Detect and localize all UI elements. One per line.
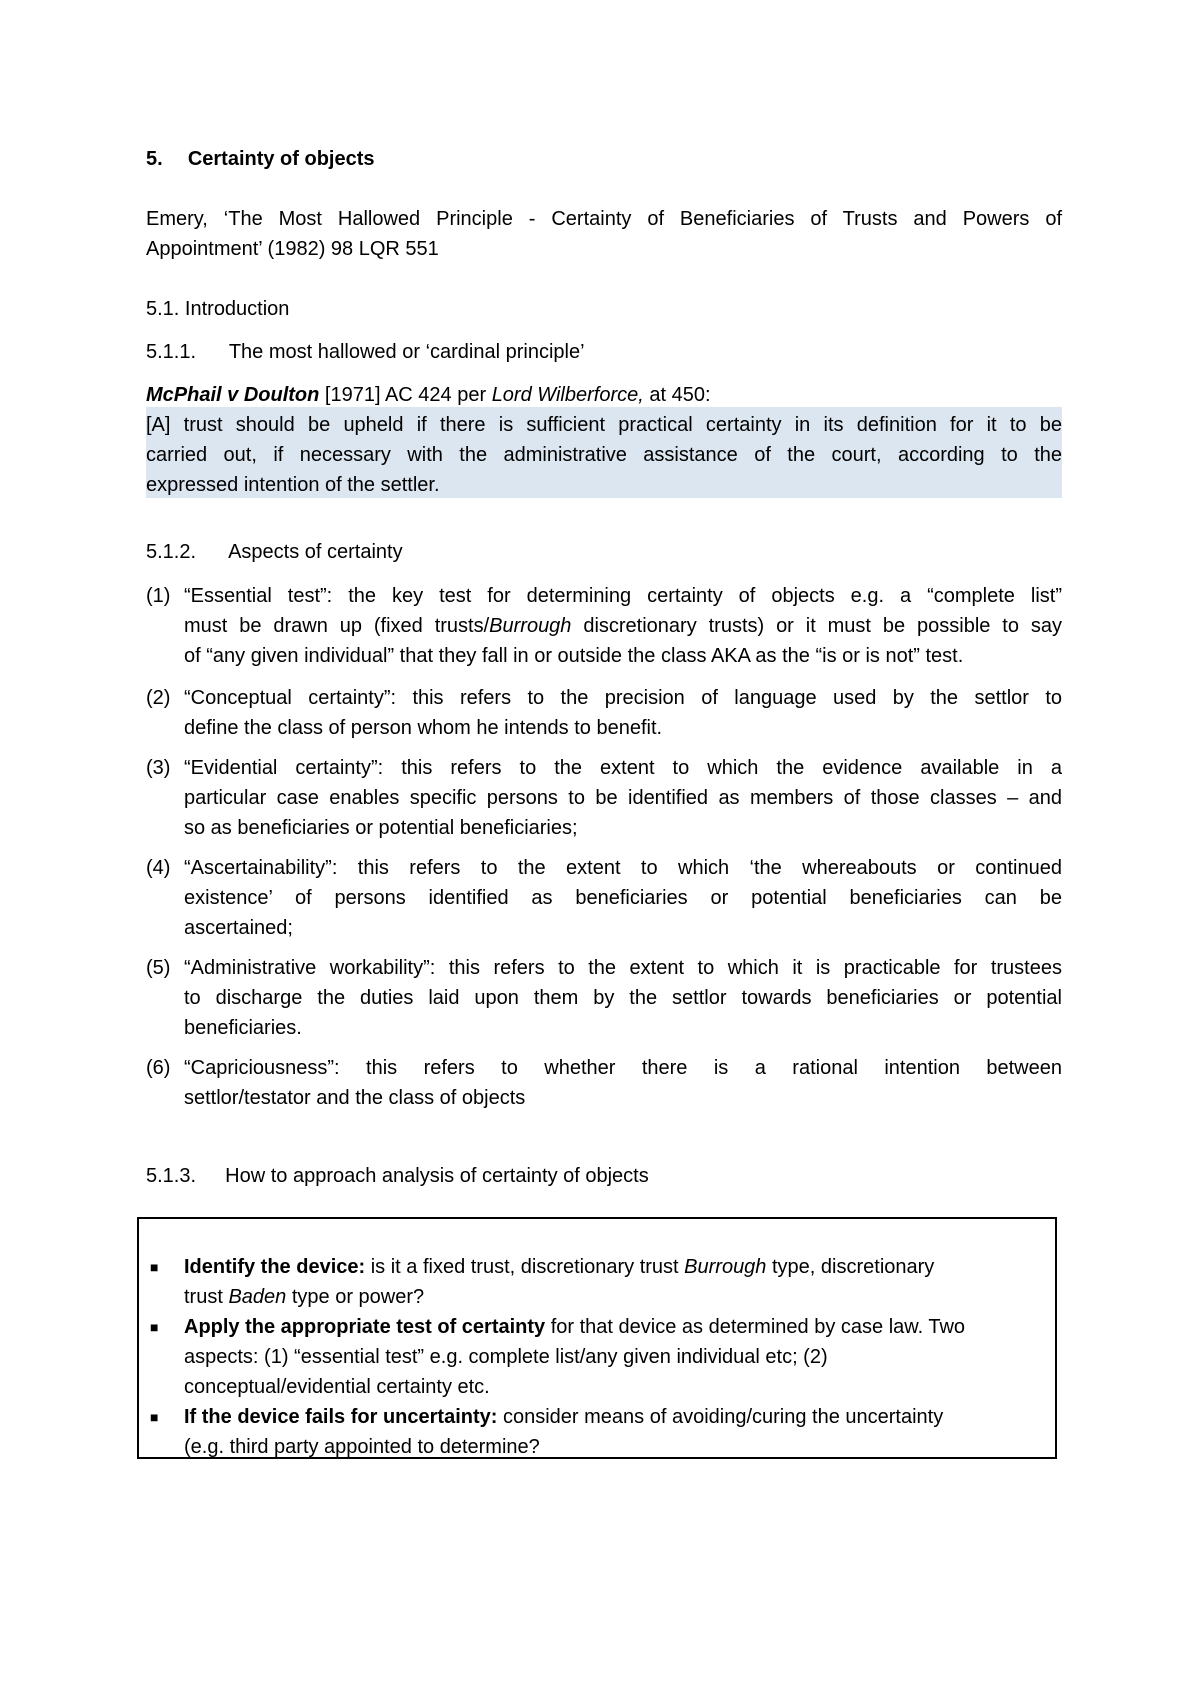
list-item-line: ascertained;: [184, 917, 293, 939]
list-item-line: must be drawn up (fixed trusts/Burrough discretionary trusts) or it must be possible to say: [184, 615, 1062, 637]
list-item: [184, 683, 1062, 743]
list-item: [184, 853, 1062, 943]
list-item-number: (1): [146, 585, 171, 607]
case-name: McPhail v Doulton: [146, 384, 320, 406]
list-item-number: (5): [146, 957, 171, 979]
bullet-line: (e.g. third party appointed to determine?: [184, 1436, 540, 1458]
judge-name: Lord Wilberforce,: [491, 384, 644, 406]
sub-title: Aspects of certainty: [228, 541, 403, 563]
list-item: [184, 1053, 1062, 1113]
sub-title: How to approach analysis of certainty of objects: [225, 1165, 649, 1187]
list-item-number: (6): [146, 1057, 171, 1079]
list-item-line: existence’ of persons identified as beneficiaries or potential beneficiaries can be: [184, 887, 1062, 909]
list-item-number: (2): [146, 687, 171, 709]
list-item: [184, 581, 1062, 671]
list-item-line: “Conceptual certainty”: this refers to the precision of language used by the settlor to: [184, 687, 1062, 709]
square-bullet-icon: ■: [150, 1259, 159, 1275]
citation-line-1: Emery, ‘The Most Hallowed Principle - Certainty of Beneficiaries of Trusts and Powers of: [146, 208, 1062, 230]
list-item-line: “Ascertainability”: this refers to the extent to which ‘the whereabouts or continued: [184, 857, 1062, 879]
list-item-line: “Capriciousness”: this refers to whether there is a rational intention between: [184, 1057, 1062, 1079]
bullet-line: Apply the appropriate test of certainty for that device as determined by case law. Two: [184, 1316, 966, 1338]
list-item-line: so as beneficiaries or potential beneficiaries;: [184, 817, 578, 839]
sub-number: 5.1.1.: [146, 341, 197, 363]
square-bullet-icon: ■: [150, 1409, 159, 1425]
subsection-heading-511: [146, 337, 1062, 367]
heading-title: Certainty of objects: [187, 148, 375, 170]
bullet-line: Identify the device: is it a fixed trust, discretionary trust Burrough type, discretionary: [184, 1256, 935, 1278]
case-reference: [146, 380, 1062, 410]
list-item-line: “Evidential certainty”: this refers to the extent to which the evidence available in a: [184, 757, 1062, 779]
bullet-line: trust Baden type or power?: [184, 1286, 425, 1308]
pin-cite: at 450:: [643, 384, 711, 406]
list-item: [184, 753, 1062, 843]
square-bullet-icon: ■: [150, 1319, 159, 1335]
quote-line-3: expressed intention of the settler.: [146, 474, 440, 496]
list-item-line: of “any given individual” that they fall in or outside the class AKA as the “is or is not” test.: [184, 645, 964, 667]
section-heading: [146, 144, 1062, 174]
case-cite: [1971] AC 424 per: [319, 384, 492, 406]
bullet-line: conceptual/evidential certainty etc.: [184, 1376, 490, 1398]
list-item-number: (4): [146, 857, 171, 879]
sub-number: 5.1.3.: [146, 1165, 197, 1187]
subsection-heading-513: [146, 1161, 1062, 1191]
subsection-heading-intro: 5.1. Introduction: [146, 298, 290, 320]
quote-line-1: [A] trust should be upheld if there is sufficient practical certainty in its definition for it to be: [146, 414, 1062, 436]
list-item: [184, 953, 1062, 1043]
sub-title: The most hallowed or ‘cardinal principle’: [228, 341, 585, 363]
list-item-line: to discharge the duties laid upon them by the settlor towards beneficiaries or potential: [184, 987, 1062, 1009]
citation-line-2: Appointment’ (1982) 98 LQR 551: [146, 238, 439, 260]
quote-line-2: carried out, if necessary with the administrative assistance of the court, according to the: [146, 444, 1062, 466]
subsection-heading-512: [146, 537, 1062, 567]
heading-number: 5.: [146, 148, 163, 170]
list-item-line: beneficiaries.: [184, 1017, 302, 1039]
list-item-line: settlor/testator and the class of objects: [184, 1087, 526, 1109]
list-item-line: “Essential test”: the key test for determining certainty of objects e.g. a “complete list”: [184, 585, 1062, 607]
bullet-line: aspects: (1) “essential test” e.g. complete list/any given individual etc; (2): [184, 1346, 828, 1368]
list-item-line: “Administrative workability”: this refers to the extent to which it is practicable for trustees: [184, 957, 1062, 979]
list-item-line: define the class of person whom he intends to benefit.: [184, 717, 663, 739]
bullet-line: If the device fails for uncertainty: consider means of avoiding/curing the uncertainty: [184, 1406, 944, 1428]
list-item-line: particular case enables specific persons to be identified as members of those classes – and: [184, 787, 1062, 809]
list-item-number: (3): [146, 757, 171, 779]
sub-number: 5.1.2.: [146, 541, 197, 563]
